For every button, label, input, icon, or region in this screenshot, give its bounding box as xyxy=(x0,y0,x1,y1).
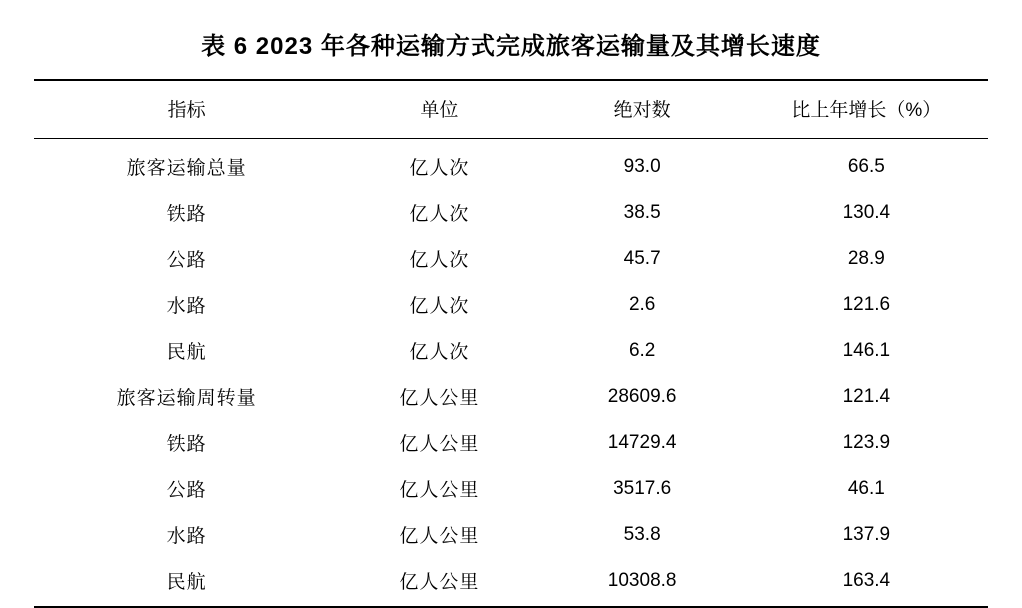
table-row xyxy=(34,373,988,419)
cell-indicator: 旅客运输总量 xyxy=(126,158,247,179)
cell-absolute: 53.8 xyxy=(623,523,661,545)
cell-indicator: 民航 xyxy=(166,342,207,363)
cell-unit: 亿人次 xyxy=(409,204,470,225)
column-header-absolute: 绝对数 xyxy=(540,80,745,139)
cell-absolute: 38.5 xyxy=(623,201,661,223)
cell-growth: 121.4 xyxy=(842,385,891,407)
cell-growth: 130.4 xyxy=(842,201,891,223)
cell-absolute: 3517.6 xyxy=(613,477,672,499)
table-row xyxy=(34,139,988,190)
column-header-indicator: 指标 xyxy=(34,80,339,139)
cell-absolute: 14729.4 xyxy=(607,431,677,453)
table-row xyxy=(34,235,988,281)
table-body xyxy=(34,139,988,607)
column-header-growth: 比上年增长（%） xyxy=(745,80,988,139)
cell-indicator: 民航 xyxy=(166,572,207,593)
table-row xyxy=(34,465,988,511)
cell-unit: 亿人次 xyxy=(409,158,470,179)
cell-unit: 亿人公里 xyxy=(399,388,480,409)
column-header-unit: 单位 xyxy=(339,80,539,139)
cell-growth: 46.1 xyxy=(847,477,885,499)
table-row xyxy=(34,189,988,235)
cell-absolute: 6.2 xyxy=(628,339,656,361)
table-row xyxy=(34,511,988,557)
table-header xyxy=(34,80,988,139)
statistics-table xyxy=(34,79,988,606)
cell-absolute: 10308.8 xyxy=(607,569,677,591)
table-row xyxy=(34,557,988,606)
cell-indicator: 水路 xyxy=(166,526,207,547)
cell-indicator: 公路 xyxy=(166,250,207,271)
cell-unit: 亿人公里 xyxy=(399,434,480,455)
table-row xyxy=(34,419,988,465)
cell-growth: 123.9 xyxy=(842,431,891,453)
cell-indicator: 铁路 xyxy=(166,434,207,455)
cell-indicator: 公路 xyxy=(166,480,207,501)
cell-unit: 亿人次 xyxy=(409,250,470,271)
table-container xyxy=(34,79,988,606)
cell-unit: 亿人公里 xyxy=(399,526,480,547)
cell-unit: 亿人次 xyxy=(409,296,470,317)
cell-growth: 121.6 xyxy=(842,293,891,315)
cell-unit: 亿人公里 xyxy=(399,572,480,593)
table-row xyxy=(34,327,988,373)
cell-growth: 28.9 xyxy=(847,247,885,269)
cell-absolute: 45.7 xyxy=(623,247,661,269)
cell-indicator: 水路 xyxy=(166,296,207,317)
cell-growth: 66.5 xyxy=(847,155,885,177)
table-title: 表 6 2023 年各种运输方式完成旅客运输量及其增长速度 xyxy=(201,33,821,60)
table-row xyxy=(34,281,988,327)
cell-unit: 亿人公里 xyxy=(399,480,480,501)
cell-growth: 163.4 xyxy=(842,569,891,591)
table-header-row xyxy=(34,80,988,139)
cell-growth: 146.1 xyxy=(842,339,891,361)
cell-indicator: 铁路 xyxy=(166,204,207,225)
cell-absolute: 2.6 xyxy=(628,293,656,315)
cell-growth: 137.9 xyxy=(842,523,891,545)
cell-absolute: 93.0 xyxy=(623,155,661,177)
cell-unit: 亿人次 xyxy=(409,342,470,363)
cell-indicator: 旅客运输周转量 xyxy=(116,388,257,409)
cell-absolute: 28609.6 xyxy=(607,385,677,407)
